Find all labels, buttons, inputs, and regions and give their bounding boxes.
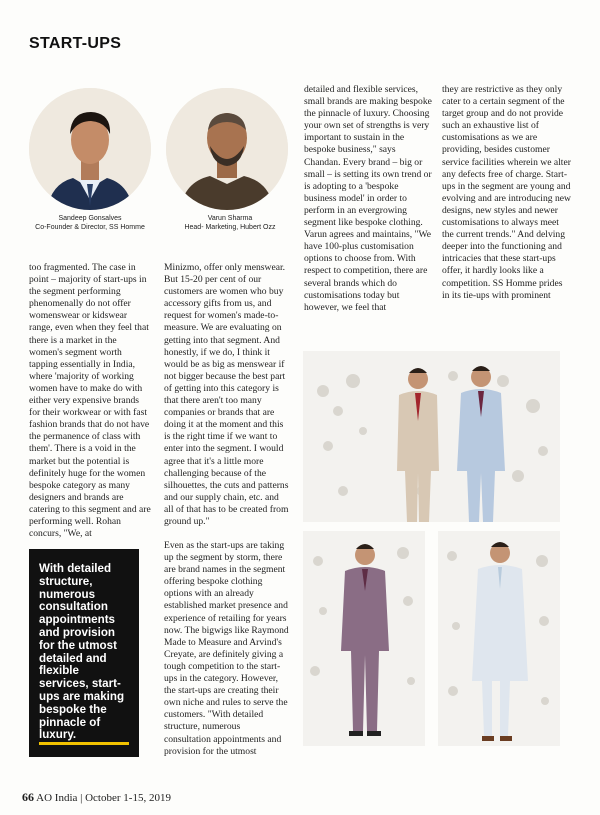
page-number: 66 (22, 790, 34, 804)
article-column-1 (29, 262, 152, 540)
portrait-sandeep (29, 88, 151, 210)
article-paragraph: they are restrictive as they only cater to a certain segment of the target group and do not provide such an exhaustive list of customisations as we are providing, besides customer service facilities wherein we alter any defects free of charge. Start-ups in the segment are young and evolving and are introducing new designs, new styles and newer customisations to always meet the current trends." And delving deeper into the functioning and intricacies that these start-ups offer, it hardly looks like a competition. SS Homme prides in its tie-ups with prominent (442, 84, 571, 301)
person-title: Co-Founder & Director, SS Homme (35, 224, 145, 231)
section-title: START-UPS (29, 35, 122, 52)
person-title: Head- Marketing, Hubert Ozz (184, 224, 276, 231)
photo-check-coat (438, 531, 560, 746)
article-paragraph: detailed and flexible services, small brands are making bespoke the pinnacle of luxury. Choosing your own set of strengths is very important to sustain in the bespoke business," says Chandan. Every brand – big or small – is setting its own trend or is adopting to a 'bespoke business model' in order to perform in an evergrowing segment like bespoke clothing. Varun agrees and maintains, "We have 100-plus customisation options to choose from. With respect to competition, there are several brands which do customisations today but however, we feel that (304, 84, 432, 313)
page-footer (22, 790, 171, 805)
article-column-3 (304, 84, 432, 314)
photo-purple-check-suit (303, 531, 425, 746)
article-paragraph: too fragmented. The case in point – majority of start-ups in the segment performing phenomenally do not offer womenswear or kidswear range, even when they feel that there is a market in the women's segment worth tapping essentially in India, where 'majority of working women have to make do with either very expensive brands for their workwear or with fast fashion brands that do not have the permanence of class with them'. There is a void in the market but the potential is definitely huge for the women bespoke category as many designers and brands are catering to this segment and are performing well. Rohan concurs, "We, at (29, 262, 151, 540)
caption-sandeep (20, 214, 160, 232)
issue-date: October 1-15, 2019 (85, 792, 171, 804)
pull-quote-text: With detailed structure, numerous consultation appointments and provision for the utmost detailed and flexible services, start-ups are making bespoke the pinnacle of luxury. (39, 562, 125, 742)
footer-separator: | (80, 792, 83, 804)
publication-name: AO India (36, 792, 78, 804)
person-name: Sandeep Gonsalves (58, 215, 122, 222)
caption-varun (160, 214, 300, 232)
article-column-2b (164, 540, 289, 758)
article-column-4 (442, 84, 572, 302)
person-name: Varun Sharma (207, 215, 253, 222)
portrait-varun (166, 88, 288, 210)
article-paragraph: Even as the start-ups are taking up the segment by storm, there are brand names in the segment offering bespoke clothing options with an already established market presence and experience of retailing for years now. The bigwigs like Raymond Made to Measure and Arvind's Creyate, are definitely giving a tough competition to the start-ups in the category. However, the start-ups are creating their own niche and rules to serve the customers. "With detailed structure, numerous consultation appointments and provision for the utmost (164, 540, 289, 757)
pull-quote-accent-bar (39, 742, 129, 745)
article-paragraph: Minizmo, offer only menswear. But 15-20 per cent of our customers are women who buy accessory gifts from us, and request for women's made-to-measure. We are evaluating on getting into that segment. And honestly, if we do, I think it would be as big as menswear if not bigger because the best part of getting into this category is that there aren't too many companies or brands that are doing it at the moment and this is the right time if we want to enter into the segment. I would agree that it's a little more challenging because of the silhouettes, the cuts and patterns and our supply chain, etc. and all of that has to be created from ground up." (164, 262, 289, 527)
photo-two-suits (303, 351, 560, 522)
pull-quote-box (29, 549, 139, 757)
article-column-2 (164, 262, 289, 528)
